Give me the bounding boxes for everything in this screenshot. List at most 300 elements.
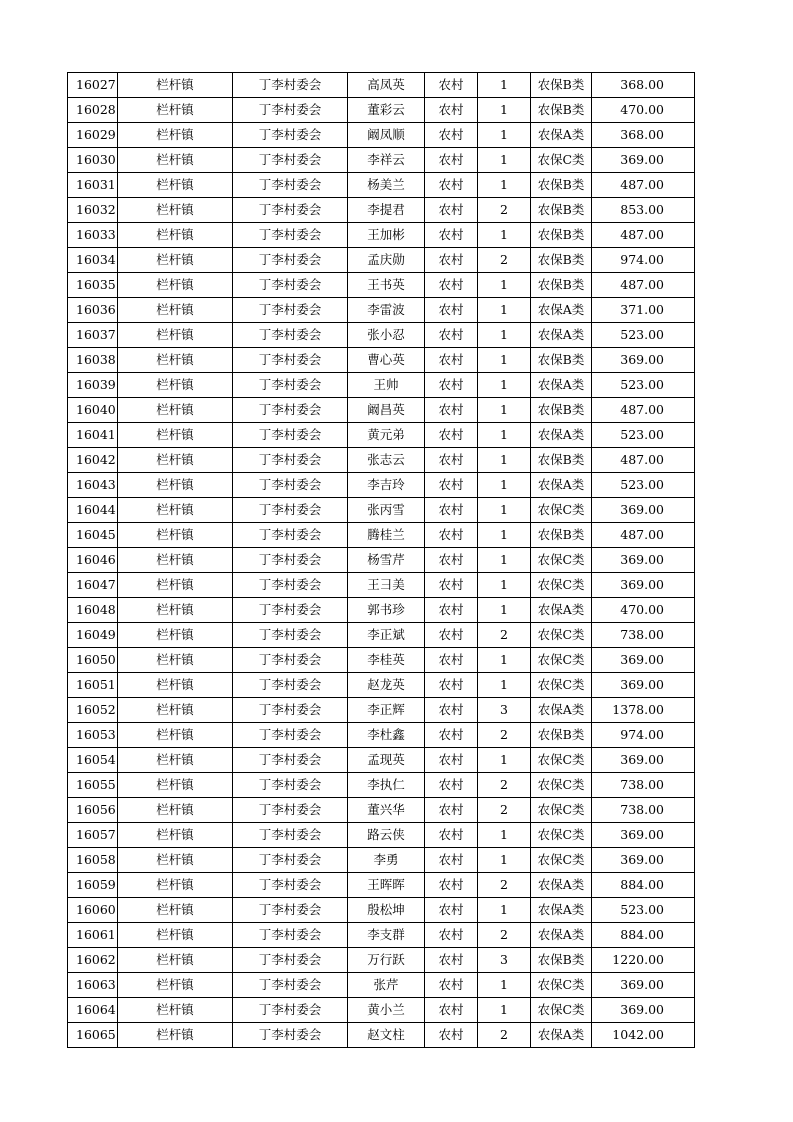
town-cell: 栏杆镇 xyxy=(118,373,233,398)
village-committee-cell: 丁李村委会 xyxy=(233,1023,348,1048)
residence-type-cell: 农村 xyxy=(425,148,478,173)
residence-type-cell: 农村 xyxy=(425,73,478,98)
amount-cell: 369.00 xyxy=(592,973,695,998)
insurance-category-cell: 农保B类 xyxy=(531,398,592,423)
table-row xyxy=(68,773,695,798)
residence-type-cell: 农村 xyxy=(425,423,478,448)
village-committee-cell: 丁李村委会 xyxy=(233,623,348,648)
record-id-cell: 16049 xyxy=(68,623,118,648)
town-cell: 栏杆镇 xyxy=(118,1023,233,1048)
town-cell: 栏杆镇 xyxy=(118,773,233,798)
record-id-cell: 16041 xyxy=(68,423,118,448)
record-id-cell: 16031 xyxy=(68,173,118,198)
record-id-cell: 16035 xyxy=(68,273,118,298)
person-name-cell: 李正斌 xyxy=(348,623,425,648)
record-id-cell: 16064 xyxy=(68,998,118,1023)
insurance-category-cell: 农保B类 xyxy=(531,223,592,248)
person-name-cell: 阚昌英 xyxy=(348,398,425,423)
amount-cell: 884.00 xyxy=(592,923,695,948)
amount-cell: 369.00 xyxy=(592,823,695,848)
table-row xyxy=(68,848,695,873)
person-name-cell: 殷松坤 xyxy=(348,898,425,923)
household-size-cell: 1 xyxy=(478,298,531,323)
record-id-cell: 16038 xyxy=(68,348,118,373)
amount-cell: 974.00 xyxy=(592,723,695,748)
town-cell: 栏杆镇 xyxy=(118,323,233,348)
insurance-category-cell: 农保A类 xyxy=(531,698,592,723)
residence-type-cell: 农村 xyxy=(425,298,478,323)
table-row xyxy=(68,873,695,898)
insurance-category-cell: 农保C类 xyxy=(531,623,592,648)
village-committee-cell: 丁李村委会 xyxy=(233,773,348,798)
town-cell: 栏杆镇 xyxy=(118,748,233,773)
table-row xyxy=(68,573,695,598)
household-size-cell: 2 xyxy=(478,798,531,823)
village-committee-cell: 丁李村委会 xyxy=(233,498,348,523)
household-size-cell: 1 xyxy=(478,323,531,348)
household-size-cell: 1 xyxy=(478,273,531,298)
person-name-cell: 张芹 xyxy=(348,973,425,998)
amount-cell: 369.00 xyxy=(592,498,695,523)
amount-cell: 369.00 xyxy=(592,848,695,873)
town-cell: 栏杆镇 xyxy=(118,573,233,598)
village-committee-cell: 丁李村委会 xyxy=(233,98,348,123)
town-cell: 栏杆镇 xyxy=(118,998,233,1023)
village-committee-cell: 丁李村委会 xyxy=(233,398,348,423)
village-committee-cell: 丁李村委会 xyxy=(233,73,348,98)
town-cell: 栏杆镇 xyxy=(118,298,233,323)
village-committee-cell: 丁李村委会 xyxy=(233,798,348,823)
village-committee-cell: 丁李村委会 xyxy=(233,573,348,598)
record-id-cell: 16053 xyxy=(68,723,118,748)
household-size-cell: 2 xyxy=(478,773,531,798)
village-committee-cell: 丁李村委会 xyxy=(233,923,348,948)
table-row xyxy=(68,198,695,223)
table-row xyxy=(68,298,695,323)
town-cell: 栏杆镇 xyxy=(118,98,233,123)
insurance-category-cell: 农保A类 xyxy=(531,598,592,623)
table-row xyxy=(68,748,695,773)
amount-cell: 487.00 xyxy=(592,223,695,248)
person-name-cell: 李支群 xyxy=(348,923,425,948)
insurance-category-cell: 农保C类 xyxy=(531,798,592,823)
record-id-cell: 16044 xyxy=(68,498,118,523)
village-committee-cell: 丁李村委会 xyxy=(233,273,348,298)
amount-cell: 369.00 xyxy=(592,148,695,173)
amount-cell: 1378.00 xyxy=(592,698,695,723)
household-size-cell: 1 xyxy=(478,898,531,923)
household-size-cell: 1 xyxy=(478,673,531,698)
town-cell: 栏杆镇 xyxy=(118,448,233,473)
person-name-cell: 赵文柱 xyxy=(348,1023,425,1048)
record-id-cell: 16037 xyxy=(68,323,118,348)
town-cell: 栏杆镇 xyxy=(118,248,233,273)
insurance-category-cell: 农保B类 xyxy=(531,723,592,748)
town-cell: 栏杆镇 xyxy=(118,73,233,98)
household-size-cell: 1 xyxy=(478,973,531,998)
residence-type-cell: 农村 xyxy=(425,698,478,723)
village-committee-cell: 丁李村委会 xyxy=(233,348,348,373)
person-name-cell: 李雷波 xyxy=(348,298,425,323)
household-size-cell: 1 xyxy=(478,398,531,423)
household-size-cell: 2 xyxy=(478,623,531,648)
record-id-cell: 16059 xyxy=(68,873,118,898)
household-size-cell: 1 xyxy=(478,548,531,573)
record-id-cell: 16034 xyxy=(68,248,118,273)
record-id-cell: 16061 xyxy=(68,923,118,948)
amount-cell: 369.00 xyxy=(592,548,695,573)
village-committee-cell: 丁李村委会 xyxy=(233,448,348,473)
household-size-cell: 1 xyxy=(478,348,531,373)
person-name-cell: 腾桂兰 xyxy=(348,523,425,548)
household-size-cell: 1 xyxy=(478,573,531,598)
residence-type-cell: 农村 xyxy=(425,123,478,148)
record-id-cell: 16036 xyxy=(68,298,118,323)
household-size-cell: 1 xyxy=(478,98,531,123)
town-cell: 栏杆镇 xyxy=(118,498,233,523)
amount-cell: 369.00 xyxy=(592,648,695,673)
household-size-cell: 2 xyxy=(478,198,531,223)
town-cell: 栏杆镇 xyxy=(118,823,233,848)
amount-cell: 369.00 xyxy=(592,998,695,1023)
household-size-cell: 1 xyxy=(478,373,531,398)
record-id-cell: 16062 xyxy=(68,948,118,973)
residence-type-cell: 农村 xyxy=(425,398,478,423)
roster-body xyxy=(68,73,695,1048)
residence-type-cell: 农村 xyxy=(425,748,478,773)
person-name-cell: 张小忍 xyxy=(348,323,425,348)
person-name-cell: 阚凤顺 xyxy=(348,123,425,148)
village-committee-cell: 丁李村委会 xyxy=(233,223,348,248)
residence-type-cell: 农村 xyxy=(425,773,478,798)
village-committee-cell: 丁李村委会 xyxy=(233,948,348,973)
insurance-category-cell: 农保A类 xyxy=(531,473,592,498)
household-size-cell: 1 xyxy=(478,148,531,173)
amount-cell: 853.00 xyxy=(592,198,695,223)
residence-type-cell: 农村 xyxy=(425,798,478,823)
table-row xyxy=(68,173,695,198)
village-committee-cell: 丁李村委会 xyxy=(233,323,348,348)
insurance-category-cell: 农保A类 xyxy=(531,423,592,448)
roster-table xyxy=(67,72,695,1048)
person-name-cell: 李提君 xyxy=(348,198,425,223)
town-cell: 栏杆镇 xyxy=(118,473,233,498)
insurance-category-cell: 农保A类 xyxy=(531,1023,592,1048)
record-id-cell: 16040 xyxy=(68,398,118,423)
household-size-cell: 2 xyxy=(478,248,531,273)
record-id-cell: 16029 xyxy=(68,123,118,148)
person-name-cell: 董兴华 xyxy=(348,798,425,823)
table-row xyxy=(68,523,695,548)
person-name-cell: 李祥云 xyxy=(348,148,425,173)
household-size-cell: 1 xyxy=(478,448,531,473)
amount-cell: 368.00 xyxy=(592,123,695,148)
town-cell: 栏杆镇 xyxy=(118,123,233,148)
person-name-cell: 李执仁 xyxy=(348,773,425,798)
amount-cell: 487.00 xyxy=(592,173,695,198)
insurance-category-cell: 农保A类 xyxy=(531,323,592,348)
record-id-cell: 16047 xyxy=(68,573,118,598)
residence-type-cell: 农村 xyxy=(425,998,478,1023)
town-cell: 栏杆镇 xyxy=(118,348,233,373)
household-size-cell: 3 xyxy=(478,698,531,723)
person-name-cell: 王彐美 xyxy=(348,573,425,598)
town-cell: 栏杆镇 xyxy=(118,723,233,748)
amount-cell: 487.00 xyxy=(592,273,695,298)
residence-type-cell: 农村 xyxy=(425,323,478,348)
amount-cell: 1220.00 xyxy=(592,948,695,973)
person-name-cell: 万行跃 xyxy=(348,948,425,973)
table-row xyxy=(68,998,695,1023)
insurance-category-cell: 农保C类 xyxy=(531,973,592,998)
table-row xyxy=(68,973,695,998)
village-committee-cell: 丁李村委会 xyxy=(233,473,348,498)
village-committee-cell: 丁李村委会 xyxy=(233,848,348,873)
insurance-category-cell: 农保A类 xyxy=(531,873,592,898)
amount-cell: 470.00 xyxy=(592,598,695,623)
table-row xyxy=(68,923,695,948)
town-cell: 栏杆镇 xyxy=(118,598,233,623)
insurance-category-cell: 农保A类 xyxy=(531,298,592,323)
insurance-category-cell: 农保A类 xyxy=(531,923,592,948)
table-row xyxy=(68,98,695,123)
village-committee-cell: 丁李村委会 xyxy=(233,748,348,773)
household-size-cell: 1 xyxy=(478,998,531,1023)
insurance-category-cell: 农保C类 xyxy=(531,648,592,673)
insurance-category-cell: 农保C类 xyxy=(531,498,592,523)
residence-type-cell: 农村 xyxy=(425,548,478,573)
person-name-cell: 张志云 xyxy=(348,448,425,473)
table-row xyxy=(68,498,695,523)
town-cell: 栏杆镇 xyxy=(118,523,233,548)
amount-cell: 884.00 xyxy=(592,873,695,898)
amount-cell: 369.00 xyxy=(592,573,695,598)
amount-cell: 738.00 xyxy=(592,773,695,798)
person-name-cell: 王晖晖 xyxy=(348,873,425,898)
amount-cell: 1042.00 xyxy=(592,1023,695,1048)
household-size-cell: 1 xyxy=(478,598,531,623)
household-size-cell: 1 xyxy=(478,848,531,873)
residence-type-cell: 农村 xyxy=(425,948,478,973)
person-name-cell: 杨美兰 xyxy=(348,173,425,198)
person-name-cell: 孟庆勋 xyxy=(348,248,425,273)
table-row xyxy=(68,73,695,98)
village-committee-cell: 丁李村委会 xyxy=(233,648,348,673)
residence-type-cell: 农村 xyxy=(425,198,478,223)
village-committee-cell: 丁李村委会 xyxy=(233,173,348,198)
amount-cell: 738.00 xyxy=(592,798,695,823)
town-cell: 栏杆镇 xyxy=(118,273,233,298)
village-committee-cell: 丁李村委会 xyxy=(233,423,348,448)
village-committee-cell: 丁李村委会 xyxy=(233,198,348,223)
person-name-cell: 路云侠 xyxy=(348,823,425,848)
record-id-cell: 16039 xyxy=(68,373,118,398)
village-committee-cell: 丁李村委会 xyxy=(233,998,348,1023)
household-size-cell: 3 xyxy=(478,948,531,973)
person-name-cell: 王书英 xyxy=(348,273,425,298)
person-name-cell: 董彩云 xyxy=(348,98,425,123)
table-row xyxy=(68,248,695,273)
person-name-cell: 孟现英 xyxy=(348,748,425,773)
village-committee-cell: 丁李村委会 xyxy=(233,248,348,273)
town-cell: 栏杆镇 xyxy=(118,973,233,998)
record-id-cell: 16056 xyxy=(68,798,118,823)
residence-type-cell: 农村 xyxy=(425,873,478,898)
table-row xyxy=(68,448,695,473)
person-name-cell: 黄小兰 xyxy=(348,998,425,1023)
table-row xyxy=(68,623,695,648)
table-row xyxy=(68,123,695,148)
record-id-cell: 16033 xyxy=(68,223,118,248)
amount-cell: 523.00 xyxy=(592,373,695,398)
person-name-cell: 曹心英 xyxy=(348,348,425,373)
village-committee-cell: 丁李村委会 xyxy=(233,723,348,748)
insurance-category-cell: 农保B类 xyxy=(531,348,592,373)
residence-type-cell: 农村 xyxy=(425,498,478,523)
residence-type-cell: 农村 xyxy=(425,673,478,698)
person-name-cell: 李桂英 xyxy=(348,648,425,673)
residence-type-cell: 农村 xyxy=(425,623,478,648)
town-cell: 栏杆镇 xyxy=(118,923,233,948)
residence-type-cell: 农村 xyxy=(425,598,478,623)
record-id-cell: 16046 xyxy=(68,548,118,573)
table-row xyxy=(68,348,695,373)
insurance-category-cell: 农保C类 xyxy=(531,573,592,598)
table-row xyxy=(68,948,695,973)
residence-type-cell: 农村 xyxy=(425,973,478,998)
record-id-cell: 16065 xyxy=(68,1023,118,1048)
household-size-cell: 1 xyxy=(478,223,531,248)
person-name-cell: 李杜鑫 xyxy=(348,723,425,748)
town-cell: 栏杆镇 xyxy=(118,623,233,648)
insurance-category-cell: 农保C类 xyxy=(531,148,592,173)
village-committee-cell: 丁李村委会 xyxy=(233,373,348,398)
residence-type-cell: 农村 xyxy=(425,373,478,398)
amount-cell: 974.00 xyxy=(592,248,695,273)
record-id-cell: 16027 xyxy=(68,73,118,98)
insurance-category-cell: 农保B类 xyxy=(531,73,592,98)
household-size-cell: 1 xyxy=(478,73,531,98)
table-row xyxy=(68,548,695,573)
town-cell: 栏杆镇 xyxy=(118,948,233,973)
town-cell: 栏杆镇 xyxy=(118,548,233,573)
amount-cell: 487.00 xyxy=(592,448,695,473)
residence-type-cell: 农村 xyxy=(425,1023,478,1048)
record-id-cell: 16063 xyxy=(68,973,118,998)
insurance-category-cell: 农保A类 xyxy=(531,898,592,923)
insurance-category-cell: 农保B类 xyxy=(531,198,592,223)
person-name-cell: 王加彬 xyxy=(348,223,425,248)
amount-cell: 487.00 xyxy=(592,523,695,548)
table-row xyxy=(68,398,695,423)
amount-cell: 371.00 xyxy=(592,298,695,323)
insurance-category-cell: 农保B类 xyxy=(531,948,592,973)
amount-cell: 368.00 xyxy=(592,73,695,98)
record-id-cell: 16051 xyxy=(68,673,118,698)
insurance-category-cell: 农保C类 xyxy=(531,823,592,848)
amount-cell: 738.00 xyxy=(592,623,695,648)
household-size-cell: 1 xyxy=(478,823,531,848)
village-committee-cell: 丁李村委会 xyxy=(233,598,348,623)
village-committee-cell: 丁李村委会 xyxy=(233,523,348,548)
household-size-cell: 1 xyxy=(478,173,531,198)
amount-cell: 523.00 xyxy=(592,898,695,923)
insurance-category-cell: 农保C类 xyxy=(531,773,592,798)
person-name-cell: 张丙雪 xyxy=(348,498,425,523)
town-cell: 栏杆镇 xyxy=(118,798,233,823)
amount-cell: 523.00 xyxy=(592,423,695,448)
household-size-cell: 1 xyxy=(478,523,531,548)
town-cell: 栏杆镇 xyxy=(118,423,233,448)
record-id-cell: 16030 xyxy=(68,148,118,173)
record-id-cell: 16055 xyxy=(68,773,118,798)
record-id-cell: 16028 xyxy=(68,98,118,123)
household-size-cell: 1 xyxy=(478,473,531,498)
household-size-cell: 2 xyxy=(478,723,531,748)
person-name-cell: 郭书珍 xyxy=(348,598,425,623)
village-committee-cell: 丁李村委会 xyxy=(233,673,348,698)
amount-cell: 523.00 xyxy=(592,323,695,348)
residence-type-cell: 农村 xyxy=(425,523,478,548)
insurance-category-cell: 农保C类 xyxy=(531,998,592,1023)
residence-type-cell: 农村 xyxy=(425,348,478,373)
table-row xyxy=(68,273,695,298)
person-name-cell: 李吉玲 xyxy=(348,473,425,498)
town-cell: 栏杆镇 xyxy=(118,148,233,173)
town-cell: 栏杆镇 xyxy=(118,898,233,923)
town-cell: 栏杆镇 xyxy=(118,223,233,248)
table-row xyxy=(68,823,695,848)
amount-cell: 523.00 xyxy=(592,473,695,498)
insurance-category-cell: 农保B类 xyxy=(531,448,592,473)
table-row xyxy=(68,373,695,398)
residence-type-cell: 农村 xyxy=(425,648,478,673)
village-committee-cell: 丁李村委会 xyxy=(233,873,348,898)
village-committee-cell: 丁李村委会 xyxy=(233,123,348,148)
town-cell: 栏杆镇 xyxy=(118,673,233,698)
residence-type-cell: 农村 xyxy=(425,723,478,748)
record-id-cell: 16048 xyxy=(68,598,118,623)
table-row xyxy=(68,698,695,723)
record-id-cell: 16050 xyxy=(68,648,118,673)
household-size-cell: 2 xyxy=(478,873,531,898)
person-name-cell: 高凤英 xyxy=(348,73,425,98)
residence-type-cell: 农村 xyxy=(425,823,478,848)
insurance-category-cell: 农保B类 xyxy=(531,173,592,198)
residence-type-cell: 农村 xyxy=(425,848,478,873)
village-committee-cell: 丁李村委会 xyxy=(233,148,348,173)
village-committee-cell: 丁李村委会 xyxy=(233,973,348,998)
residence-type-cell: 农村 xyxy=(425,248,478,273)
table-row xyxy=(68,1023,695,1048)
table-row xyxy=(68,673,695,698)
amount-cell: 470.00 xyxy=(592,98,695,123)
person-name-cell: 李勇 xyxy=(348,848,425,873)
record-id-cell: 16042 xyxy=(68,448,118,473)
residence-type-cell: 农村 xyxy=(425,98,478,123)
person-name-cell: 李正辉 xyxy=(348,698,425,723)
insurance-category-cell: 农保C类 xyxy=(531,548,592,573)
amount-cell: 487.00 xyxy=(592,398,695,423)
household-size-cell: 1 xyxy=(478,423,531,448)
household-size-cell: 1 xyxy=(478,648,531,673)
town-cell: 栏杆镇 xyxy=(118,848,233,873)
amount-cell: 369.00 xyxy=(592,748,695,773)
person-name-cell: 黄元弟 xyxy=(348,423,425,448)
insurance-category-cell: 农保B类 xyxy=(531,248,592,273)
town-cell: 栏杆镇 xyxy=(118,698,233,723)
residence-type-cell: 农村 xyxy=(425,448,478,473)
